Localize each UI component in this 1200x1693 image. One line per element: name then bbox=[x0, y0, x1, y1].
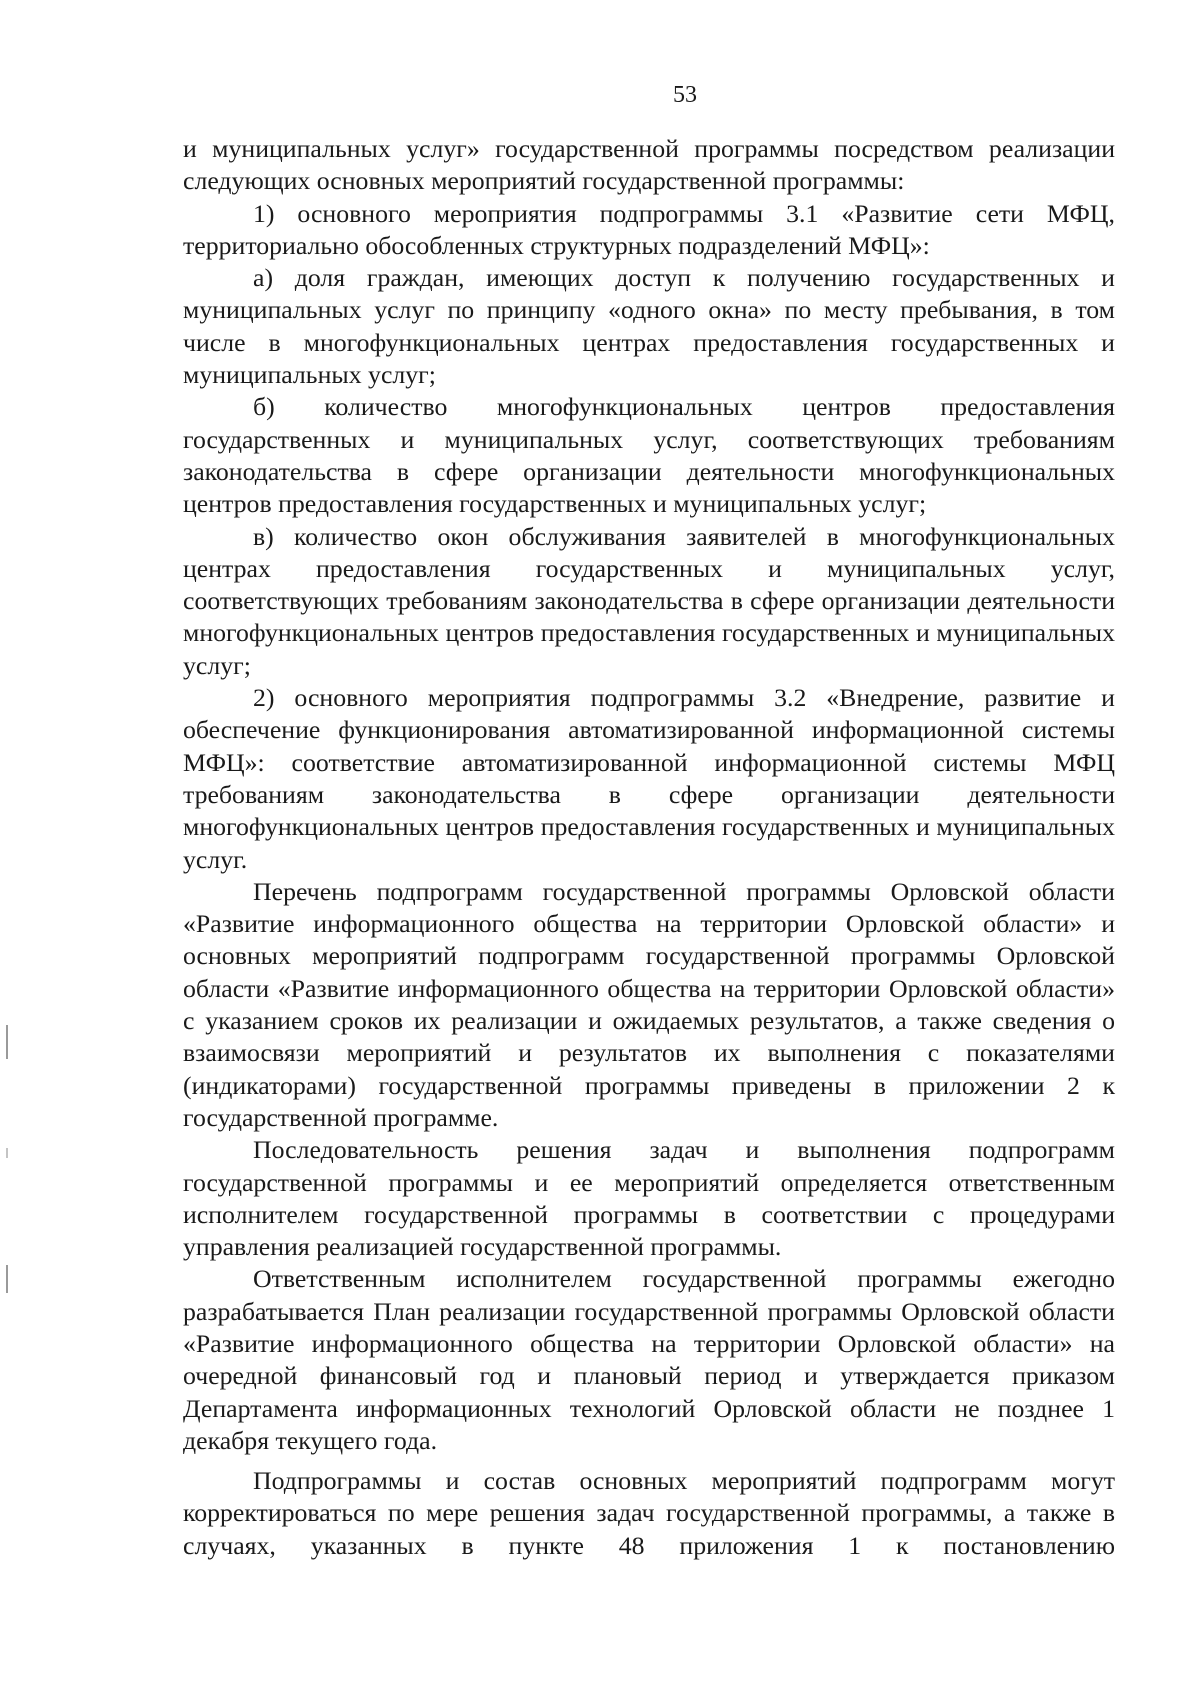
paragraph-item-b: б) количество многофункциональных центров предоставления государственных и муниципальных услуг, соответствующих требованиям законодательства в сфере организации деятельности многофункциональных центров предоставления государственных и муниципальных услуг; bbox=[183, 392, 1115, 519]
paragraph-continuation: и муниципальных услуг» государственной программы посредством реализации следующих основных мероприятий государственной программы: bbox=[183, 134, 1115, 196]
paragraph-implementation-plan: Ответственным исполнителем государственной программы ежегодно разрабатывается План реализации государственной программы Орловской области «Развитие информационного общества на территории Орловской области» на очередной финансовый год и плановый период и утверждается приказом Департамента информационных технологий Орловской области не позднее 1 декабря текущего года. bbox=[183, 1264, 1115, 1455]
scan-margin-mark bbox=[6, 1148, 8, 1158]
paragraph-adjustment: Подпрограммы и состав основных мероприятий подпрограмм могут корректироваться по мере решения задач государственной программы, а также в случаях, указанных в пункте 48 приложения 1 к постановлению bbox=[183, 1466, 1115, 1560]
paragraph-measure-3-2: 2) основного мероприятия подпрограммы 3.2 «Внедрение, развитие и обеспечение функционирования автоматизированной информационной системы МФЦ»: соответствие автоматизированной информационной системы МФЦ требованиям законодательства в сфере организации деятельности многофункциональных центров предоставления государственных и муниципальных услуг. bbox=[183, 683, 1115, 874]
paragraph-item-v: в) количество окон обслуживания заявителей в многофункциональных центрах предоставления государственных и муниципальных услуг, соответствующих требованиям законодательства в сфере организации деятельности многофункциональных центров предоставления государственных и муниципальных услуг; bbox=[183, 521, 1115, 680]
scan-margin-mark bbox=[6, 1265, 8, 1293]
scan-margin-mark bbox=[6, 1025, 8, 1059]
paragraph-measure-3-1: 1) основного мероприятия подпрограммы 3.1 «Развитие сети МФЦ, территориально обособленных структурных подразделений МФЦ»: bbox=[183, 198, 1115, 260]
document-body bbox=[183, 133, 1115, 1562]
paragraph-subprogram-list: Перечень подпрограмм государственной программы Орловской области «Развитие информационного общества на территории Орловской области» и основных мероприятий подпрограмм государственной программы Орловской области «Развитие информационного общества на территории Орловской области» с указанием сроков их реализации и ожидаемых результатов, а также сведения о взаимосвязи мероприятий и результатов их выполнения с показателями (индикаторами) государственной программы приведены в приложении 2 к государственной программе. bbox=[183, 876, 1115, 1132]
paragraph-item-a: а) доля граждан, имеющих доступ к получению государственных и муниципальных услуг по принципу «одного окна» по месту пребывания, в том числе в многофункциональных центрах предоставления государственных и муниципальных услуг; bbox=[183, 263, 1115, 390]
page-number: 53 bbox=[673, 82, 697, 108]
paragraph-sequence: Последовательность решения задач и выполнения подпрограмм государственной программы и ее мероприятий определяется ответственным исполнителем государственной программы в соответствии с процедурами управления реализацией государственной программы. bbox=[183, 1135, 1115, 1262]
